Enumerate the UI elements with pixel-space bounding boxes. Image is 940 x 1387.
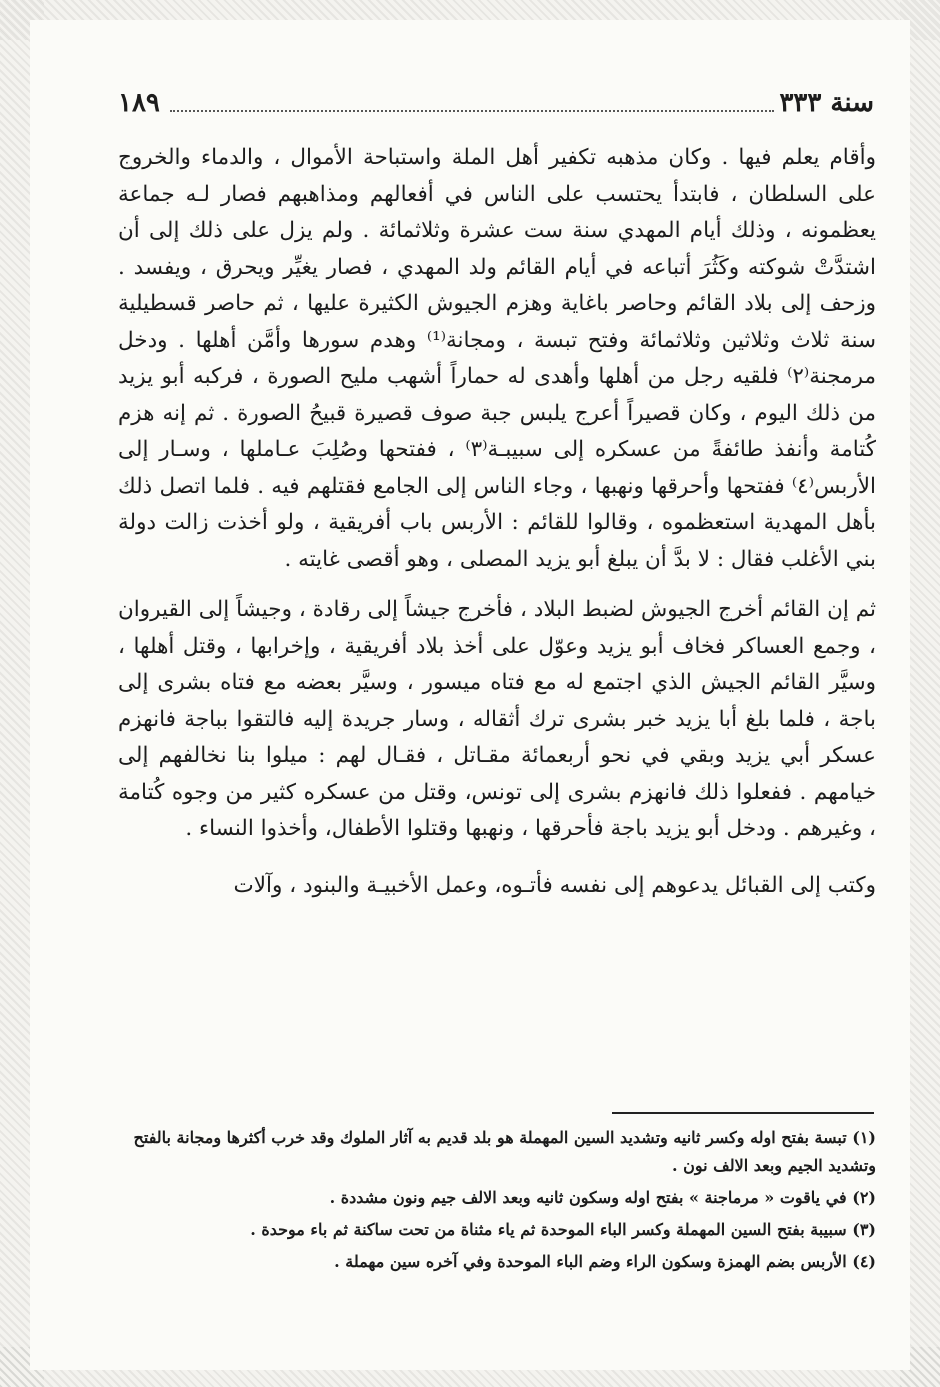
running-title: سنة ٣٣٣ xyxy=(779,88,874,118)
footnote: (١) تبسة بفتح اوله وكسر ثانيه وتشديد السين المهملة هو بلد قديم به آثار الملوك وقد خرب أكثرها ومجانة بالفتح وتشديد الجيم وبعد الالف نون . xyxy=(133,1128,876,1175)
page-number: ١٨٩ xyxy=(118,88,160,118)
paragraph: وأقام يعلم فيها . وكان مذهبه تكفير أهل الملة واستباحة الأموال ، والدماء والخروج على السلطان ، فابتدأ يحتسب على الناس في أفعالهم ومذاهبهم فصار لـه جماعة يعظمونه ، وذلك أيام المهدي سنة ست عشرة وثلاثمائة . ولم يزل على ذلك إلى أن اشتدَّتْ شوكته وكَثُرَ أتباعه في أيام القائم ولد المهدي ، فصار يغيِّر ويحرق ، ويفسد . وزحف إلى بلاد القائم وحاصر باغاية وهزم الجيوش الكثيرة عليها ، ثم حاصر قسطيلية سنة ثلاث وثلاثين وثلاثمائة وفتح تبسة ، ومجانة⁽¹⁾ وهدم سورها وأمَّن أهلها . ودخل مرمجنة⁽٢⁾ فلقيه رجل من أهلها وأهدى له حماراً أشهب مليح الصورة ، فركبه أبو يزيد من ذلك اليوم ، وكان قصيراً أعرج يلبس جبة صوف قصيرة قبيحُ الصورة . ثم إنه هزم كُتامة وأنفذ طائفةً من عسكره إلى سبيبـة⁽٣⁾ ، ففتحها وصُلِبَ عـاملها ، وسـار إلى الأربس⁽٤⁾ ففتحها وأحرقها ونهبها ، وجاء الناس إلى الجامع فقتلهم فيه . فلما اتصل ذلك بأهل المهدية استعظموه ، وقالوا للقائم : الأربس باب أفريقية ، ولو أخذت زالت دولة بني الأغلب فقال : لا بدَّ أن يبلغ أبو يزيد المصلى ، وهو أقصى غايته . xyxy=(118,145,876,572)
main-text xyxy=(118,140,876,918)
footnote: (٤) الأربس بضم الهمزة وسكون الراء وضم الباء الموحدة وفي آخره سين مهملة . xyxy=(334,1252,876,1271)
footnote: (٢) في ياقوت « مرماجنة » بفتح اوله وسكون ثانيه وبعد الالف جيم ونون مشددة . xyxy=(329,1188,876,1207)
paragraph: وكتب إلى القبائل يدعوهم إلى نفسه فأتـوه، وعمل الأخبيـة والبنود ، وآلات xyxy=(233,872,876,898)
footnote-separator xyxy=(612,1112,874,1114)
footnotes xyxy=(118,1124,876,1280)
page-header xyxy=(118,88,874,118)
paragraph: ثم إن القائم أخرج الجيوش لضبط البلاد ، فأخرج جيشاً إلى رقادة ، وجيشاً إلى القيروان ، وجمع العساكر فخاف أبو يزيد وعوّل على أخذ بلاد أفريقية ، وإخرابها ، وقتل أهلها ، وسيَّر القائم الجيش الذي اجتمع له مع فتاه ميسور ، وسيَّر بعضه مع فتاه بشرى إلى باجة ، فلما بلغ أبا يزيد خبر بشرى ترك أثقاله ، وسار جريدة إليه فالتقوا بباجة فانهزم عسكر أبي يزيد وبقي في نحو أربعمائة مقـاتل ، فقـال لهم : ميلوا بنا نخالفهم إلى خيامهم . ففعلوا ذلك فانهزم بشرى إلى تونس، وقتل من عسكره كثير من وجوه كُتامة ، وغيرهم . ودخل أبو يزيد باجة فأحرقها ، ونهبها وقتلوا الأطفال، وأخذوا النساء . xyxy=(118,597,876,841)
footnote: (٣) سبيبة بفتح السين المهملة وكسر الباء الموحدة ثم ياء مثناة من تحت ساكنة ثم باء موحدة . xyxy=(250,1220,876,1239)
header-dotted-rule xyxy=(170,110,774,112)
